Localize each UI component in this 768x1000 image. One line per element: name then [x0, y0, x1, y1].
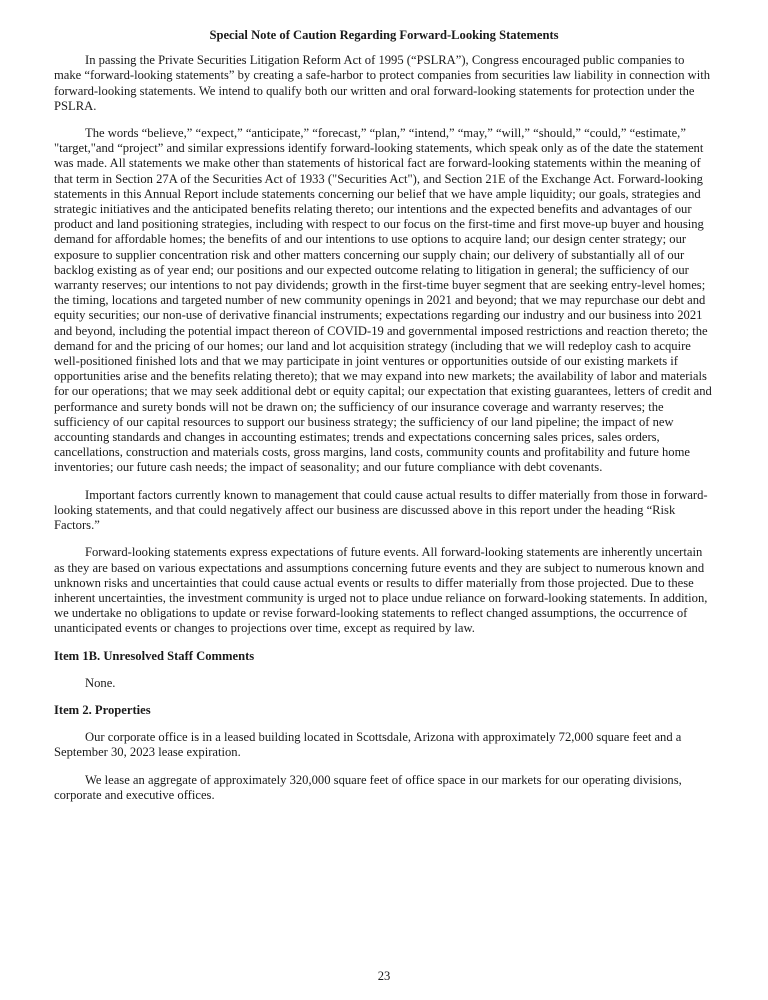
paragraph-important-factors: Important factors currently known to management that could cause actual results to differ materially from those in forward-looking statements, and that could negatively affect our business are discussed above in this report under the heading “Risk Factors.” [54, 487, 708, 533]
item-1b-body: None. [85, 675, 116, 690]
page-number: 23 [377, 969, 391, 983]
item-2-paragraph-office-space: We lease an aggregate of approximately 320,000 square feet of office space in our markets for our operating divisions, corporate and executive offices. [54, 772, 682, 802]
paragraph-forward-looking-words: The words “believe,” “expect,” “anticipate,” “forecast,” “plan,” “intend,” “may,” “will,” “should,” “could,” “estimate,” "target,"and “project” and similar expressions identify forward-looking statements, which speak only as of the date the statement was made. All statements we make other than statements of historical fact are forward-looking statements within the meaning of that term in Section 27A of the Securities Act of 1933 ("Securities Act"), and Section 21E of the Exchange Act. Forward-looking statements in this Annual Report include statements concerning our belief that we have ample liquidity; our goals, strategies and strategic initiatives and the anticipated benefits relating thereto; our intentions and the expected benefits and advantages of our product and land positioning strategies, including with respect to our focus on the first-time and first move-up buyer and housing demand for affordable homes; the benefits of and our intentions to use options to acquire land; our design center strategy; our exposure to supplier concentration risk and other matters concerning our supply chain; our delivery of substantially all of our backlog existing as of year end; our positions and our expected outcome relating to litigation in general; the sufficiency of our warranty reserves; our intentions to not pay dividends; growth in the first-time buyer segment that are seeking entry-level homes; the timing, locations and targeted number of new community openings in 2021 and beyond; that we may repurchase our debt and equity securities; our non-use of derivative financial instruments; expectations regarding our industry and our business into 2021 and beyond, including the potential impact thereon of COVID-19 and governmental imposed restrictions and reaction thereto; the demand for and the pricing of our homes; our land and lot acquisition strategy (including that we will redeploy cash to acquire well-positioned finished lots and that we may participate in joint ventures or opportunities outside of our existing markets if opportunities arise and the benefits relating thereto); that we may expand into new markets; the availability of labor and materials for our operations; that we may seek additional debt or equity capital; our expectation that existing guarantees, letters of credit and performance and surety bonds will not be drawn on; the sufficiency of our insurance coverage and warranty reserves; the sufficiency of our capital resources to support our business strategy; the sufficiency of our land pipeline; the impact of new accounting standards and changes in accounting estimates; trends and expectations concerning sales prices, sales orders, cancellations, construction and materials costs, gross margins, land costs, community counts and profitability and future home inventories; our future cash needs; the impact of seasonality; and our future compliance with debt covenants. [54, 126, 712, 475]
document-page [54, 28, 714, 815]
item-1b-heading: Item 1B. Unresolved Staff Comments [54, 648, 255, 663]
paragraph-expectations: Forward-looking statements express expectations of future events. All forward-looking statements are inherently uncertain as they are based on various expectations and assumptions concerning future events and they are subject to numerous known and unknown risks and uncertainties that could cause actual events or results to differ materially from those projected. Due to these inherent uncertainties, the investment community is urged not to place undue reliance on forward-looking statements. In addition, we undertake no obligations to update or revise forward-looking statements to reflect changed assumptions, the occurrence of unanticipated events or changes to projections over time, except as required by law. [54, 545, 708, 636]
item-2-paragraph-corporate-office: Our corporate office is in a leased building located in Scottsdale, Arizona with approximately 72,000 square feet and a September 30, 2023 lease expiration. [54, 730, 682, 760]
paragraph-pslra: In passing the Private Securities Litigation Reform Act of 1995 (“PSLRA”), Congress encouraged public companies to make “forward-looking statements” by creating a safe-harbor to protect companies from securities law liability in connection with forward-looking statements. We intend to qualify both our written and oral forward-looking statements for protection under the PSLRA. [54, 53, 711, 113]
section-title: Special Note of Caution Regarding Forward-Looking Statements [209, 28, 559, 42]
item-2-heading: Item 2. Properties [54, 702, 151, 717]
